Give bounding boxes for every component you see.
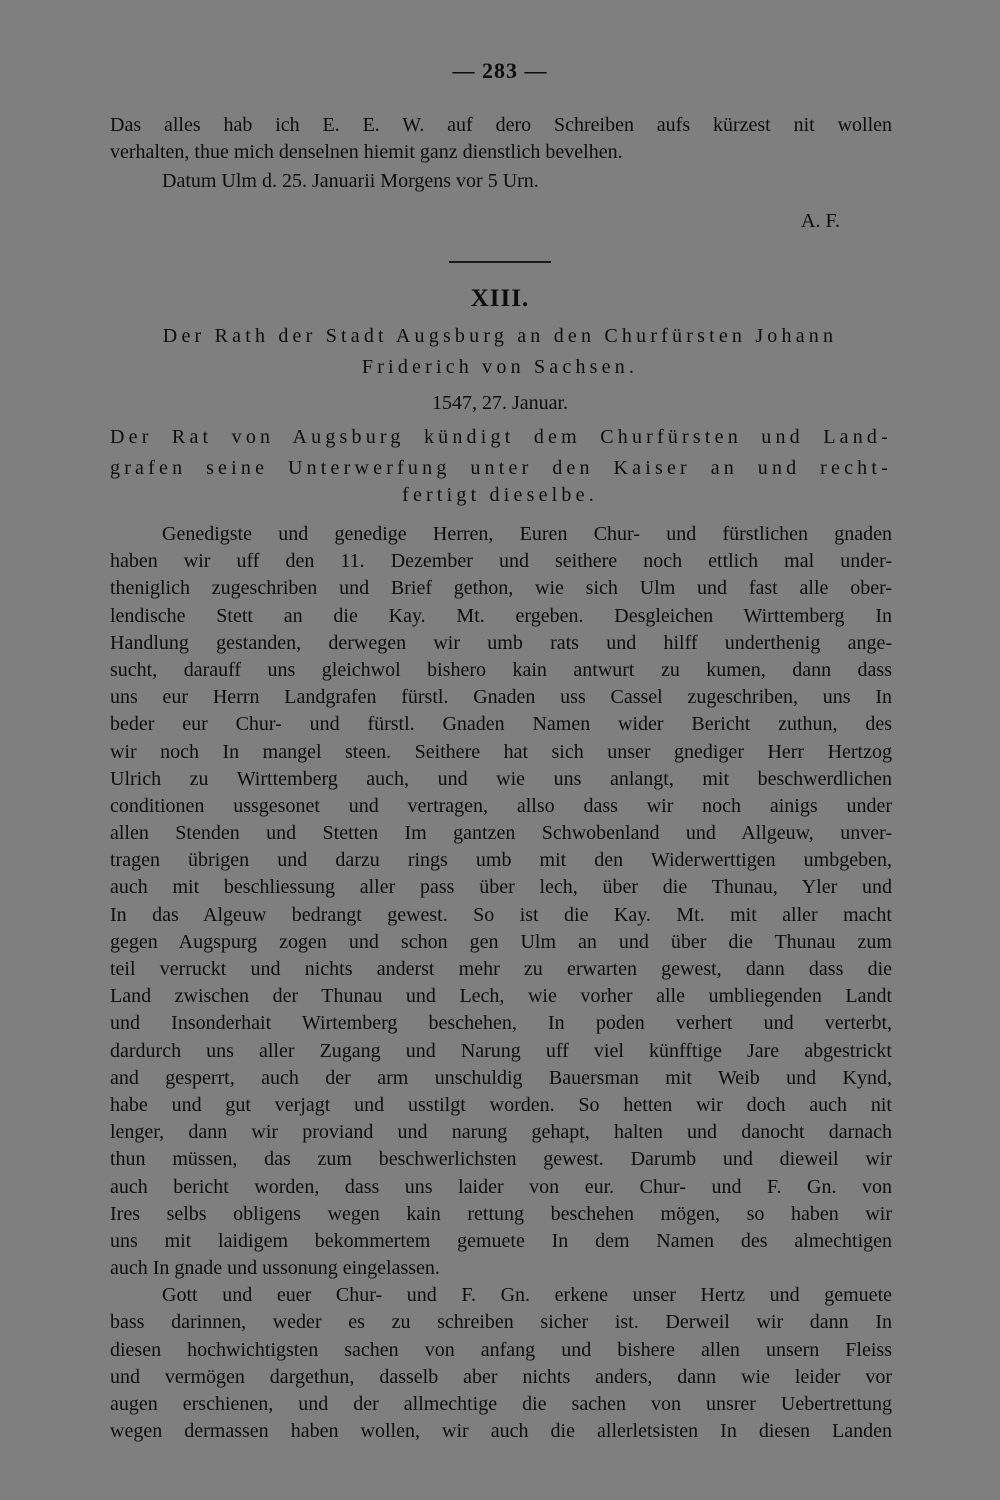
letter-body (110, 521, 892, 1445)
paragraph-line: allen Stenden und Stetten Im gantzen Schwobenland und Allgeuw, unver- (110, 822, 892, 845)
text-line: Das alles hab ich E. E. W. auf dero Schreiben aufs kürzest nit wollen (110, 114, 892, 136)
paragraph-line: dardurch uns aller Zugang und Narung uff viel künfftige Jare abgestrickt (110, 1039, 892, 1062)
paragraph-line: In das Algeuw bedrangt gewest. So ist die Kay. Mt. mit aller macht (110, 903, 892, 926)
paragraph-line: auch mit beschliessung aller pass über lech, über die Thunau, Yler und (110, 876, 892, 899)
paragraph-line: lendische Stett an die Kay. Mt. ergeben. Desgleichen Wirttemberg In (110, 604, 892, 627)
paragraph-line: wegen dermassen haben wollen, wir auch die allerletsisten In diesen Landen (110, 1420, 892, 1443)
paragraph-line: and gesperrt, auch der arm unschuldig Bauersman mit Weib und Kynd, (110, 1066, 892, 1089)
summary-line: Der Rat von Augsburg kündigt dem Churfürsten und Land- (110, 426, 892, 448)
signature-initials: A. F. (801, 210, 840, 232)
paragraph-line: teil verruckt und nichts anderst mehr zu erwarten gewest, dann dass die (110, 958, 892, 980)
paragraph-line: auch bericht worden, dass uns laider von eur. Chur- und F. Gn. von (110, 1175, 892, 1198)
paragraph-line: lenger, dann wir proviand und narung gehapt, halten und danocht darnach (110, 1121, 892, 1144)
paragraph-line: auch In gnade und ussonung eingelassen. (110, 1257, 440, 1280)
summary-line: grafen seine Unterwerfung unter den Kaiser an und recht- (110, 457, 892, 479)
section-date: 1547, 27. Januar. (431, 392, 569, 414)
paragraph-line: Gott und euer Chur- und F. Gn. erkene unser Hertz und gemuete (162, 1284, 892, 1307)
section-divider (449, 261, 551, 263)
section-summary (110, 422, 892, 484)
dateline: Datum Ulm d. 25. Januarii Morgens vor 5 Urn. (162, 170, 539, 192)
paragraph-line: und Insonderhait Wirtemberg beschehen, In poden verhert und verterbt, (110, 1012, 892, 1035)
section-title-line: Friderich von Sachsen. (361, 356, 639, 378)
paragraph-line: gegen Augspurg zogen und schon gen Ulm an und über die Thunau zum (110, 930, 892, 953)
paragraph-line: conditionen ussgesonet und vertragen, allso dass wir noch ainigs under (110, 794, 892, 817)
paragraph-line: diesen hochwichtigsten sachen von anfang und bishere allen unsern Fleiss (110, 1338, 892, 1361)
paragraph-line: habe und gut verjagt und usstilgt worden. So hetten wir doch auch nit (110, 1093, 892, 1116)
paragraph-line: augen erschienen, und der allmechtige die sachen von unsrer Uebertrettung (110, 1393, 892, 1415)
summary-line: fertigt dieselbe. (402, 484, 598, 506)
paragraph-line: theniglich zugeschriben und Brief gethon, wie sich Ulm und fast alle ober- (110, 577, 892, 600)
paragraph-line: uns eur Herrn Landgrafen fürstl. Gnaden uss Cassel zugeschriben, uns In (110, 686, 892, 709)
paragraph-line: bass darinnen, weder es zu schreiben sicher ist. Derweil wir dann In (110, 1311, 892, 1334)
paragraph-line: und vermögen dargethun, dasselb aber nichts anders, dann wie leider vor (110, 1365, 892, 1388)
section-title-line: Der Rath der Stadt Augsburg an den Churfürsten Johann (162, 325, 838, 347)
paragraph-line: Handlung gestanden, derwegen wir umb rats und hilff underthenig ange- (110, 631, 892, 654)
paragraph-line: Ires selbs obligens wegen kain rettung beschehen mögen, so haben wir (110, 1202, 892, 1225)
opening-text (110, 112, 892, 166)
section-number: XIII. (470, 285, 530, 312)
paragraph-line: wir noch In mangel steen. Seithere hat sich unser gnediger Herr Hertzog (110, 740, 892, 763)
paragraph-line: sucht, darauff uns gleichwol bishero kain antwurt zu kumen, dann dass (110, 658, 892, 681)
page-number: — 283 — (452, 58, 548, 83)
paragraph-line: Genedigste und genedige Herren, Euren Chur- und fürstlichen gnaden (162, 523, 892, 545)
paragraph-line: haben wir uff den 11. Dezember und seithere noch ettlich mal under- (110, 550, 892, 573)
text-line: verhalten, thue mich denselnen hiemit ganz dienstlich bevelhen. (110, 141, 623, 164)
paragraph-line: Land zwischen der Thunau und Lech, wie vorher alle umbliegenden Landt (110, 985, 892, 1008)
paragraph-line: thun müssen, das zum beschwerlichsten gewest. Darumb und dieweil wir (110, 1148, 892, 1171)
paragraph-line: tragen übrigen und darzu rings umb mit den Widerwerttigen umbgeben, (110, 849, 892, 872)
paragraph-line: Ulrich zu Wirttemberg auch, und wie uns anlangt, mit beschwerdlichen (110, 767, 892, 790)
paragraph-line: beder eur Chur- und fürstl. Gnaden Namen wider Bericht zuthun, des (110, 713, 892, 736)
paragraph-line: uns mit laidigem bekommertem gemuete In dem Namen des almechtigen (110, 1229, 892, 1252)
